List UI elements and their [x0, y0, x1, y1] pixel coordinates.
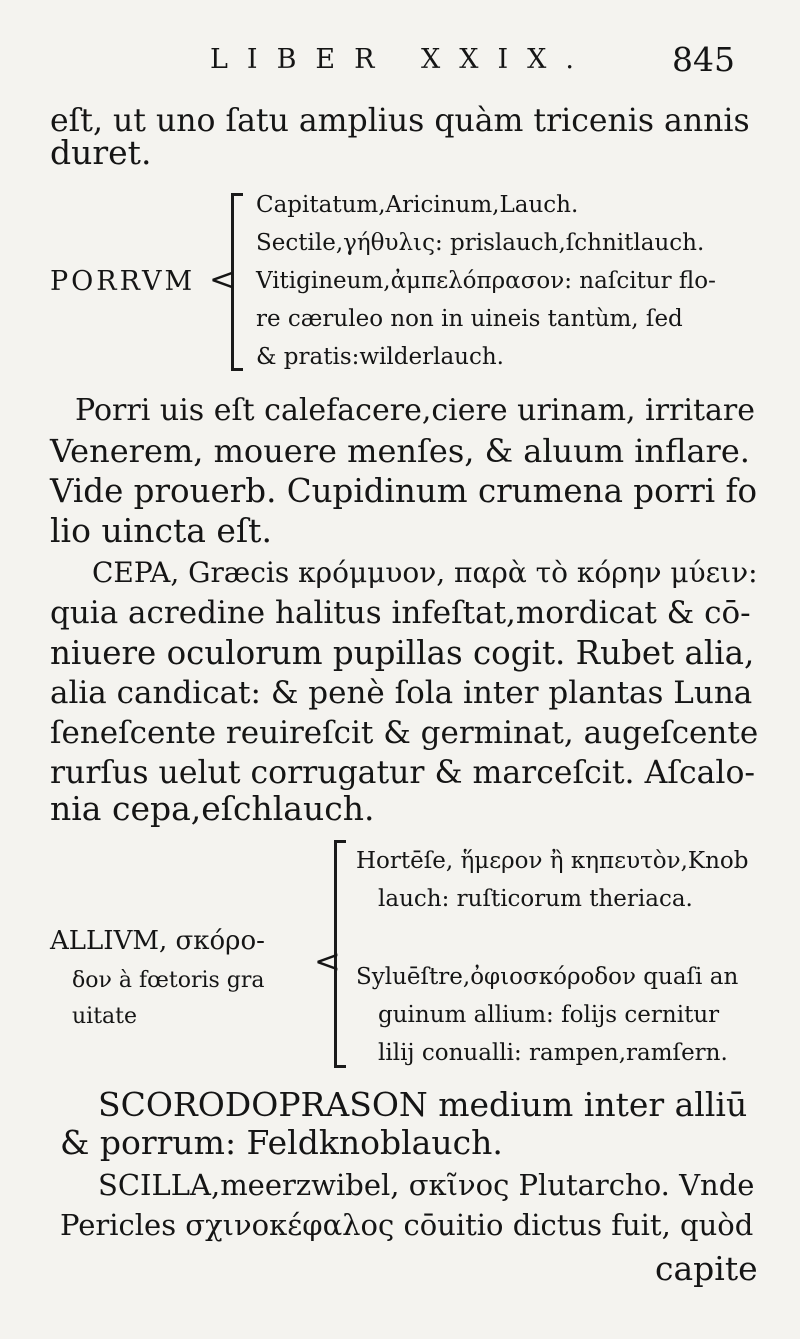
text-line: Pericles σχινοκέφαλος cōuitio dictus fuit, quòd	[60, 1208, 754, 1242]
porrum-entry: & pratis:wilderlauch.	[256, 344, 504, 370]
text-line: rurſus uelut corrugatur & marceſcit. Aſcalo-	[50, 755, 756, 791]
porrum-label: PORRVM	[50, 266, 196, 297]
allium-label: uitate	[72, 1004, 138, 1029]
text-line: Venerem, mouere menſes, & aluum inflare.	[50, 432, 750, 470]
text-line: Vide prouerb. Cupidinum crumena porri fo	[50, 472, 758, 510]
text-line: nia cepa,eſchlauch.	[50, 789, 375, 828]
text-line: CEPA, Græcis κρόμμυον, παρὰ τὸ κόρην μύειν:	[92, 556, 758, 589]
text-line: alia candicat: & penè ſola inter plantas Luna	[50, 675, 753, 711]
text-line: SCILLA,meerzwibel, σκῖνος Plutarcho. Vnde	[98, 1168, 755, 1202]
allium-entry: Hortēſe, ἥμερον ἢ κηπευτὸν,Knob	[356, 848, 749, 874]
text-line: SCORODOPRASON medium inter alliū	[98, 1085, 748, 1124]
brace-point: <	[314, 942, 341, 980]
text-line: eſt, ut uno ſatu amplius quàm tricenis annis	[50, 103, 750, 139]
text-line: Porri uis eſt calefacere,ciere urinam, irritare	[75, 393, 756, 428]
porrum-entry: Vitigineum,ἀμπελόπρασον: naſcitur flo-	[256, 268, 716, 294]
porrum-entry: Capitatum,Aricinum,Lauch.	[256, 192, 579, 218]
catchword: capite	[655, 1249, 758, 1288]
text-line: quia acredine halitus infeſtat,mordicat & cō-	[50, 595, 751, 631]
text-line: & porrum: Feldknoblauch.	[60, 1123, 503, 1162]
allium-label: δον à fœtoris gra	[72, 968, 265, 993]
porrum-entry: Sectile,γήθυλις: prislauch,ſchnitlauch.	[256, 230, 705, 256]
running-head: LIBER XXIX.	[210, 44, 593, 75]
text-line: niuere oculorum pupillas cogit. Rubet alia,	[50, 634, 755, 672]
porrum-entry: re cæruleo non in uineis tantùm, ſed	[256, 306, 683, 332]
brace-point: <	[209, 260, 236, 298]
allium-label: ALLIVM, σκόρο-	[50, 926, 265, 956]
text-line: ſeneſcente reuireſcit & germinat, augeſcente	[50, 715, 759, 751]
text-line: lio uincta eſt.	[50, 511, 272, 550]
text-line: duret.	[50, 133, 152, 172]
allium-entry: lauch: ruſticorum theriaca.	[378, 886, 693, 912]
allium-entry: lilij conualli: rampen,ramſern.	[378, 1040, 728, 1066]
allium-entry: Syluēſtre,ὀφιοσκόροδον quaſi an	[356, 964, 739, 990]
allium-entry: guinum allium: folijs cernitur	[378, 1002, 720, 1028]
page-number: 845	[672, 40, 735, 79]
